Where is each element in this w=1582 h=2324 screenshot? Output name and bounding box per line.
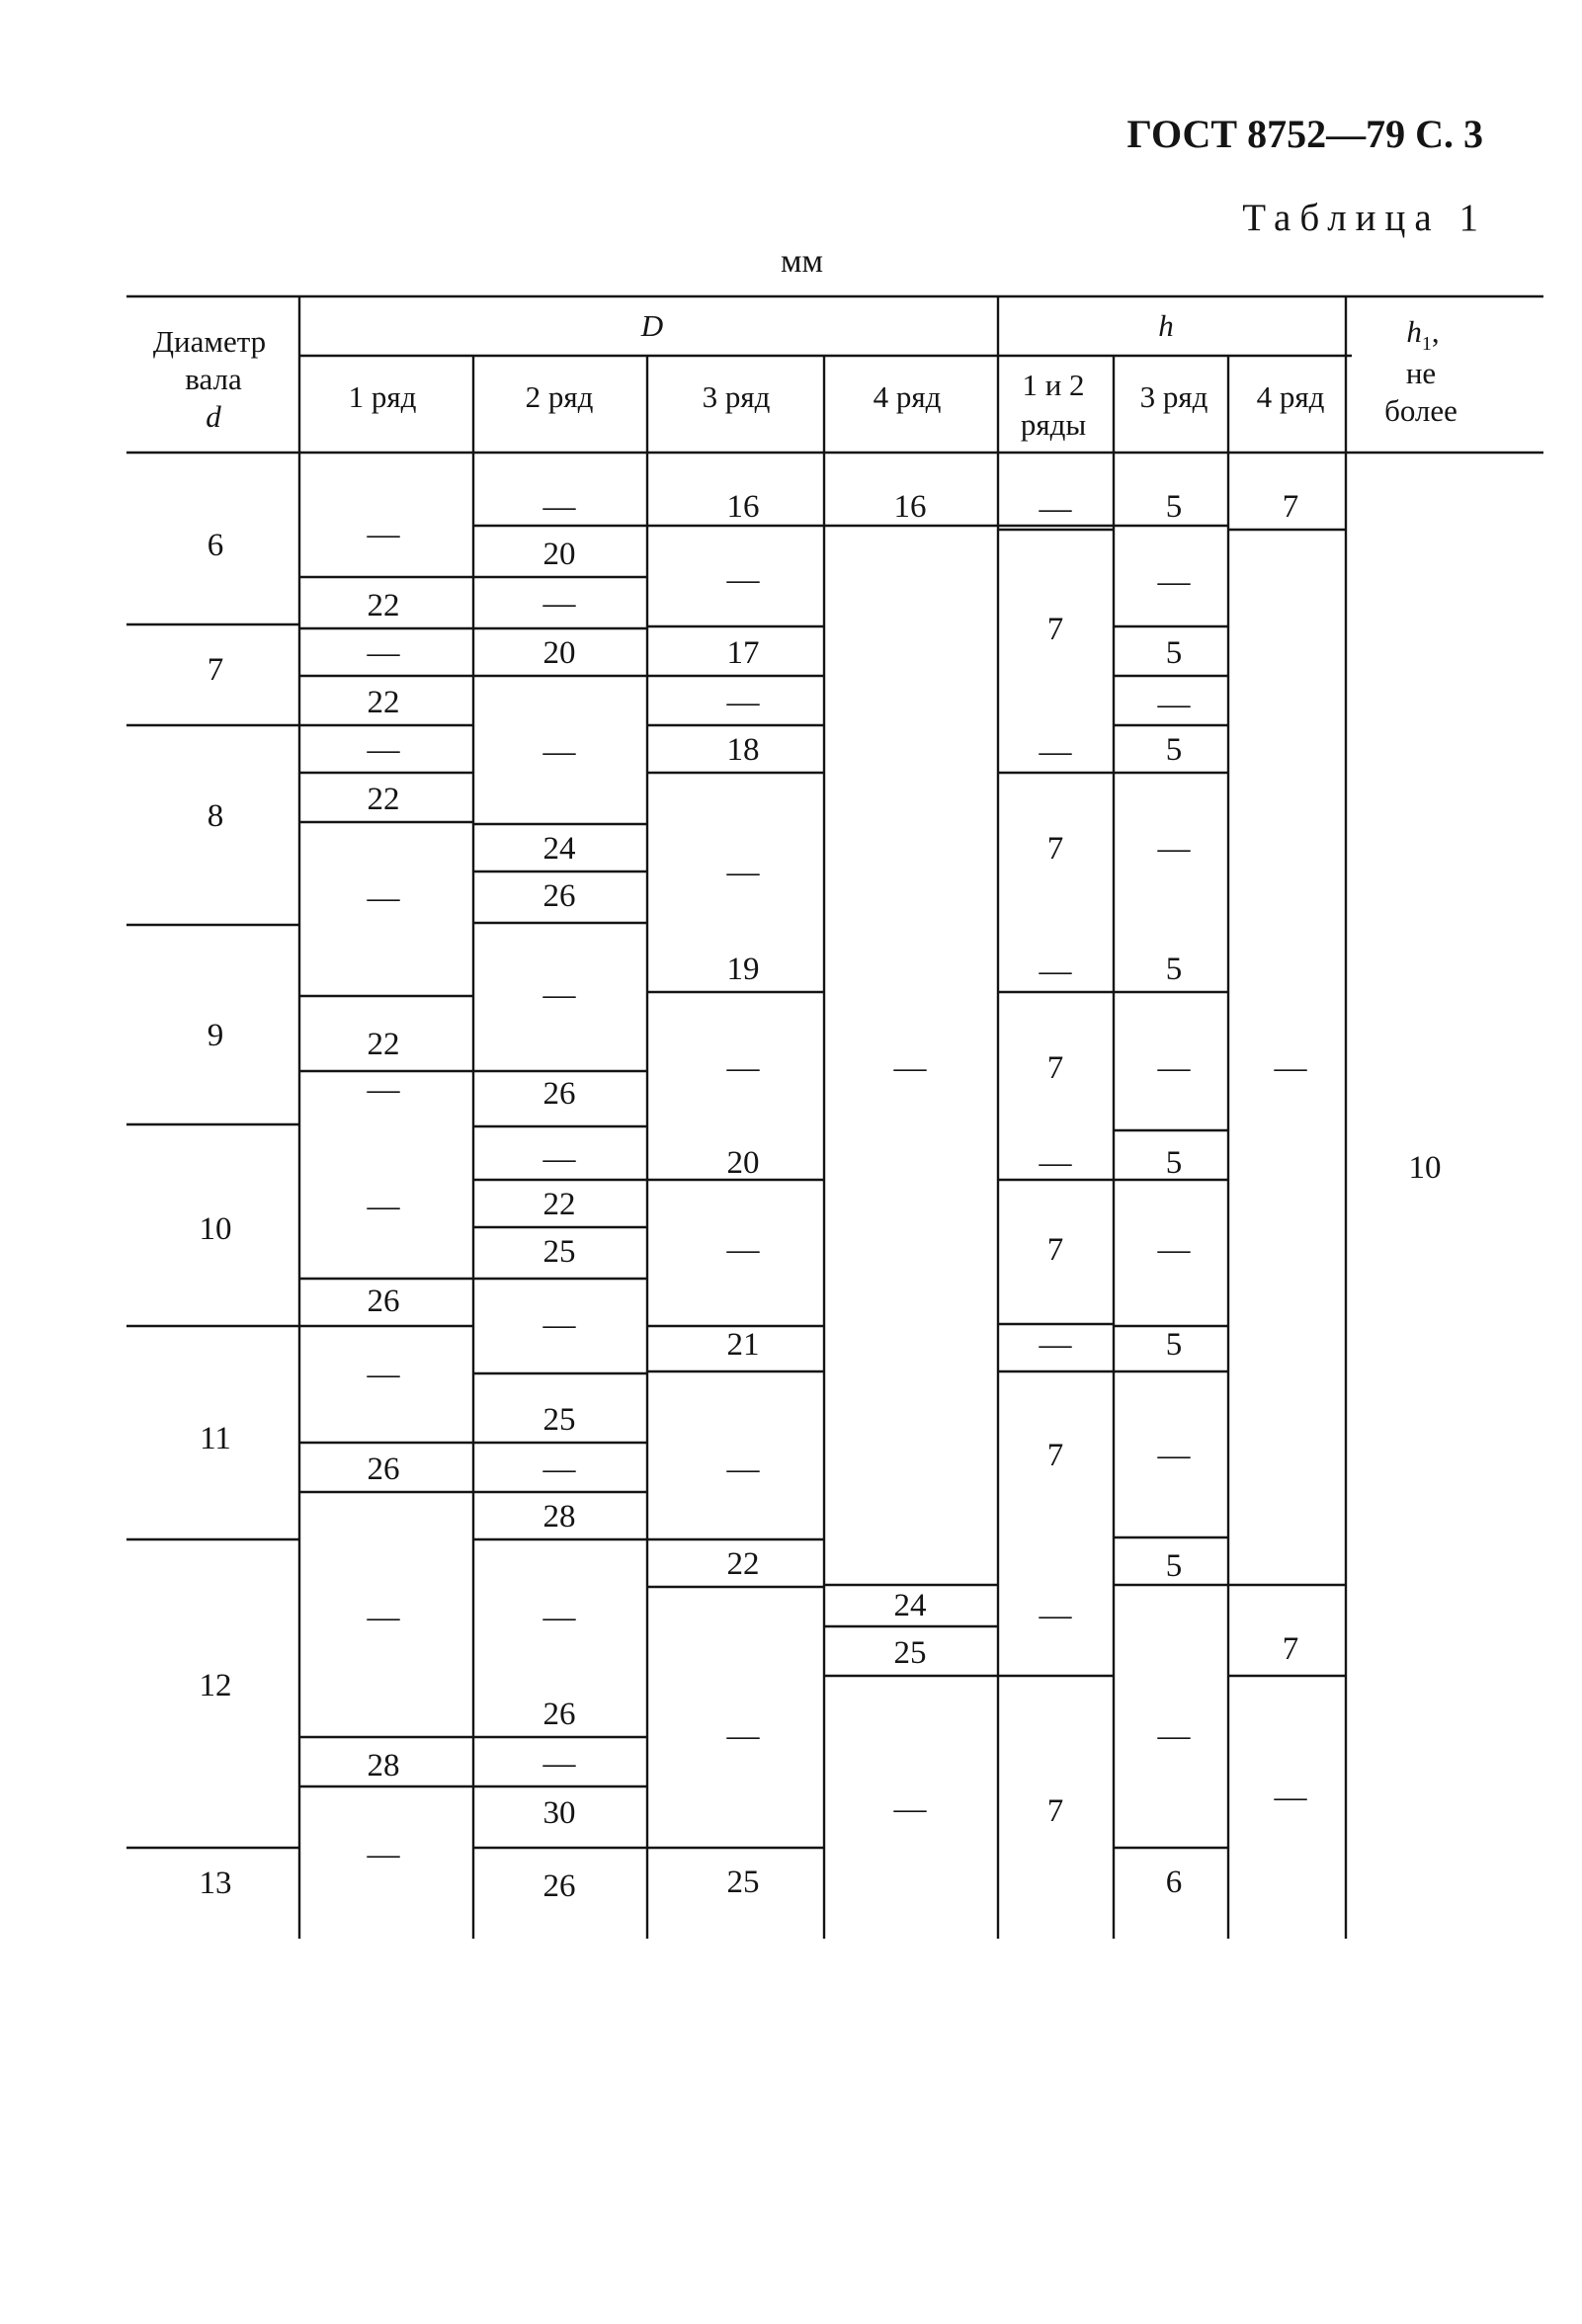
table-cell-h3: 5 xyxy=(1165,952,1183,987)
table-cell-d4: 16 xyxy=(893,489,927,525)
header-h: h xyxy=(1158,308,1174,343)
shaft-diameter-value: 12 xyxy=(199,1668,232,1703)
table-cell-d3: 20 xyxy=(726,1145,760,1181)
table-cell-d4: — xyxy=(893,1050,927,1086)
table-cell-d2: 20 xyxy=(542,537,576,572)
table-cell-h12: — xyxy=(1039,1327,1072,1363)
table-cell-h12: — xyxy=(1039,1145,1072,1181)
table-cell-h3: — xyxy=(1157,687,1191,722)
header-d-line1: Диаметр xyxy=(152,324,267,359)
table-cell-d1: — xyxy=(367,1600,400,1635)
table-cell-d3: — xyxy=(726,1232,760,1268)
table-cell-d2: — xyxy=(542,1141,576,1177)
header-D-row3: 3 ряд xyxy=(702,379,771,414)
units-label: мм xyxy=(781,243,824,280)
table-cell-d2: 30 xyxy=(542,1795,576,1831)
table-cell-d2: 22 xyxy=(542,1187,576,1222)
shaft-diameter-value: 8 xyxy=(207,798,224,834)
table-cell-h3: 6 xyxy=(1165,1865,1183,1900)
table-cell-d2: 25 xyxy=(542,1402,576,1438)
header-h-row4: 4 ряд xyxy=(1256,379,1325,414)
table-cell-d4: 24 xyxy=(893,1588,927,1623)
table-cell-d2: 25 xyxy=(542,1234,576,1270)
table-cell-h12: 7 xyxy=(1046,1232,1064,1268)
table-cell-h3: 5 xyxy=(1165,1327,1183,1363)
shaft-diameter-value: 9 xyxy=(207,1018,224,1053)
table-cell-h3: — xyxy=(1157,831,1191,867)
table-cell-d3: — xyxy=(726,1718,760,1754)
shaft-diameter-value: 11 xyxy=(200,1421,231,1456)
table-cell-d3: 22 xyxy=(726,1546,760,1582)
table-cell-d2: — xyxy=(542,1307,576,1343)
table-cell-d1: 22 xyxy=(367,685,400,720)
table-cell-d2: 28 xyxy=(542,1499,576,1535)
header-D-row4: 4 ряд xyxy=(873,379,942,414)
table-cell-d3: 18 xyxy=(726,732,760,768)
table-cell-d1: — xyxy=(367,1357,400,1392)
table-cell-d1: 26 xyxy=(367,1284,400,1319)
table-cell-d3: 19 xyxy=(726,952,760,987)
table-cell-h3: 5 xyxy=(1165,1145,1183,1181)
table-cell-h3: — xyxy=(1157,1232,1191,1268)
table-cell-h12: 7 xyxy=(1046,612,1064,647)
table-cell-d3: 21 xyxy=(726,1327,760,1363)
table-cell-d1: — xyxy=(367,732,400,768)
table-cell-d2: 26 xyxy=(542,1697,576,1732)
table-cell-h4: — xyxy=(1274,1050,1307,1086)
table-cell-d1: — xyxy=(367,880,400,916)
table-cell-d1: 22 xyxy=(367,782,400,817)
shaft-diameter-value: 7 xyxy=(207,652,224,688)
table-cell-d2: 26 xyxy=(542,878,576,914)
shaft-diameter-value: 10 xyxy=(199,1211,232,1247)
header-h1-line2: не xyxy=(1405,356,1437,390)
table-cell-d1: — xyxy=(367,635,400,671)
table-cell-h12: — xyxy=(1039,491,1072,527)
table-cell-d2: 24 xyxy=(542,831,576,867)
table-cell-d3: — xyxy=(726,855,760,890)
table-cell-h12: — xyxy=(1039,734,1072,770)
table-cell-h3: 5 xyxy=(1165,732,1183,768)
header-h1-letter: h xyxy=(1406,314,1422,349)
table-cell-d4: 25 xyxy=(893,1635,927,1671)
table-cell-d4: — xyxy=(893,1791,927,1827)
table-cell-h12: — xyxy=(1039,954,1072,989)
table-cell-d2: 20 xyxy=(542,635,576,671)
table-cell-d2: — xyxy=(542,1600,576,1635)
table-cell-d3: — xyxy=(726,685,760,720)
table-cell-d1: — xyxy=(367,1837,400,1872)
header-h-row3: 3 ряд xyxy=(1139,379,1208,414)
header-h-rows12-line2: ряды xyxy=(1020,407,1087,442)
header-D-row2: 2 ряд xyxy=(525,379,594,414)
header-h-rows12-line1: 1 и 2 xyxy=(1022,368,1085,402)
table-cell-h4: 7 xyxy=(1282,489,1299,525)
table-cell-h12: 7 xyxy=(1046,1438,1064,1473)
header-h1-line3: более xyxy=(1384,393,1457,428)
table-cell-d2: 26 xyxy=(542,1076,576,1112)
shaft-diameter-value: 13 xyxy=(199,1866,232,1901)
table-cell-d2: — xyxy=(542,489,576,525)
table-cell-d1: 22 xyxy=(367,1027,400,1062)
header-D-row1: 1 ряд xyxy=(348,379,417,414)
shaft-diameter-column xyxy=(200,528,232,1901)
table-grid xyxy=(126,296,1543,1939)
header-h1-subscript: 1 xyxy=(1421,333,1432,355)
table-cell-d2: — xyxy=(542,734,576,770)
table-cell-d2: — xyxy=(542,977,576,1013)
table-cell-h3: 5 xyxy=(1165,635,1183,671)
table-cell-h12: 7 xyxy=(1046,1050,1064,1086)
table-cell-h3: — xyxy=(1157,1050,1191,1086)
table-cell-d3: 16 xyxy=(726,489,760,525)
page-header: ГОСТ 8752—79 С. 3 xyxy=(1126,112,1483,156)
h1-value: 10 xyxy=(1408,1150,1442,1186)
table-cell-d1: 28 xyxy=(367,1748,400,1784)
table-cell-h12: 7 xyxy=(1046,1793,1064,1829)
table-cell-d3: — xyxy=(726,1050,760,1086)
header-d-line2: вала xyxy=(185,362,242,396)
table-cell-h12: 7 xyxy=(1046,831,1064,867)
table-cell-d1: — xyxy=(367,1072,400,1108)
table-cell-h3: 5 xyxy=(1165,1548,1183,1584)
table-cell-d2: — xyxy=(542,1746,576,1782)
table-cell-d2: — xyxy=(542,586,576,622)
table-cell-h4: — xyxy=(1274,1780,1307,1815)
table-cell-d1: 26 xyxy=(367,1452,400,1487)
header-d-line3: d xyxy=(206,399,221,434)
table-cell-d2: 26 xyxy=(542,1868,576,1904)
header-h1-comma: , xyxy=(1431,314,1440,349)
table-cell-d3: — xyxy=(726,562,760,598)
table-cell-d1: — xyxy=(367,1189,400,1224)
table-cell-d1: 22 xyxy=(367,588,400,623)
table-header xyxy=(153,308,1457,442)
table-body-cells xyxy=(367,489,1308,1904)
table-cell-h3: — xyxy=(1157,564,1191,600)
table-cell-h3: — xyxy=(1157,1718,1191,1754)
header-D: D xyxy=(640,308,664,343)
table-cell-d3: 17 xyxy=(726,635,760,671)
table-cell-d2: — xyxy=(542,1452,576,1487)
header-h1-line1 xyxy=(1406,314,1439,355)
table-cell-h3: 5 xyxy=(1165,489,1183,525)
table-cell-h4: 7 xyxy=(1282,1631,1299,1667)
table-cell-h12: — xyxy=(1039,1598,1072,1633)
table-cell-h3: — xyxy=(1157,1438,1191,1473)
table-cell-d3: — xyxy=(726,1452,760,1487)
table-caption: Таблица 1 xyxy=(1242,197,1487,239)
table-cell-d1: — xyxy=(367,517,400,552)
table-cell-d3: 25 xyxy=(726,1865,760,1900)
shaft-diameter-value: 6 xyxy=(207,528,224,563)
